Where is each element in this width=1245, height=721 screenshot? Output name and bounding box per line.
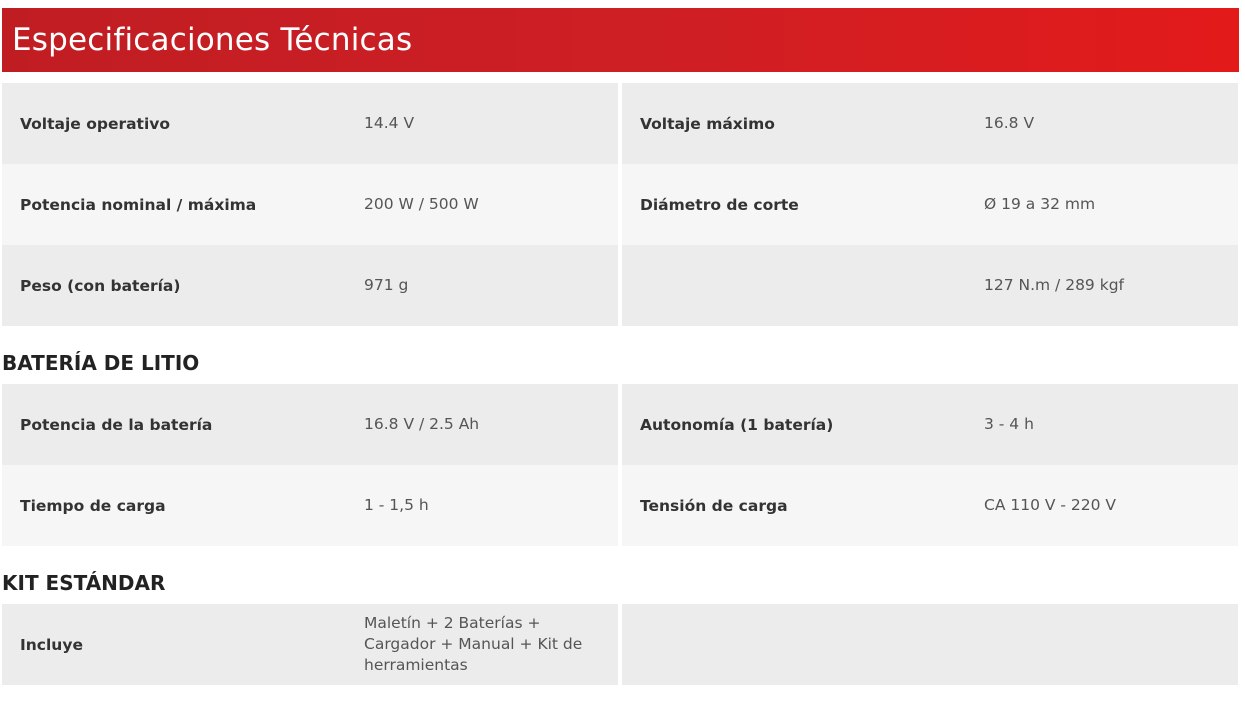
table-row [2, 245, 1239, 326]
spec-value: 14.4 V [364, 114, 415, 132]
spec-cell [622, 604, 1238, 685]
spec-label: Incluye [20, 635, 83, 654]
spec-label: Voltaje máximo [640, 114, 775, 133]
spec-label: Tensión de carga [640, 496, 788, 515]
spec-value: 16.8 V [984, 114, 1035, 132]
section-title-kit: KIT ESTÁNDAR [2, 571, 166, 595]
spec-header [2, 8, 1239, 72]
spec-cell [622, 164, 1238, 245]
spec-value: 200 W / 500 W [364, 195, 479, 213]
spec-cell [622, 83, 1238, 164]
spec-value: CA 110 V - 220 V [984, 496, 1117, 514]
spec-label: Peso (con batería) [20, 276, 181, 295]
spec-cell [2, 465, 618, 546]
spec-cell [2, 604, 618, 685]
spec-cell [2, 164, 618, 245]
spec-table-battery [2, 384, 1239, 546]
spec-value: Maletín + 2 Baterías + Cargador + Manual + Kit de herramientas [364, 614, 583, 674]
section-title-battery: BATERÍA DE LITIO [2, 351, 200, 375]
spec-cell [2, 245, 618, 326]
spec-label: Tiempo de carga [20, 496, 166, 515]
spec-label: Diámetro de corte [640, 195, 799, 214]
spec-cell [2, 384, 618, 465]
table-row [2, 83, 1239, 164]
spec-value: 971 g [364, 276, 409, 294]
spec-label: Voltaje operativo [20, 114, 171, 133]
spec-table-general [2, 83, 1239, 326]
spec-cell [622, 384, 1238, 465]
spec-value: 3 - 4 h [984, 415, 1034, 433]
table-row [2, 604, 1239, 685]
table-row [2, 164, 1239, 245]
table-row [2, 465, 1239, 546]
spec-cell [622, 465, 1238, 546]
spec-value: 127 N.m / 289 kgf [984, 276, 1124, 294]
spec-label: Potencia de la batería [20, 415, 213, 434]
spec-cell [622, 245, 1238, 326]
spec-table-kit [2, 604, 1239, 685]
spec-value: 1 - 1,5 h [364, 496, 429, 514]
spec-label: Potencia nominal / máxima [20, 195, 257, 214]
spec-label: Autonomía (1 batería) [640, 415, 834, 434]
spec-value: Ø 19 a 32 mm [984, 195, 1096, 213]
page-title: Especificaciones Técnicas [12, 22, 413, 58]
table-row [2, 384, 1239, 465]
spec-cell [2, 83, 618, 164]
spec-value: 16.8 V / 2.5 Ah [364, 415, 480, 433]
